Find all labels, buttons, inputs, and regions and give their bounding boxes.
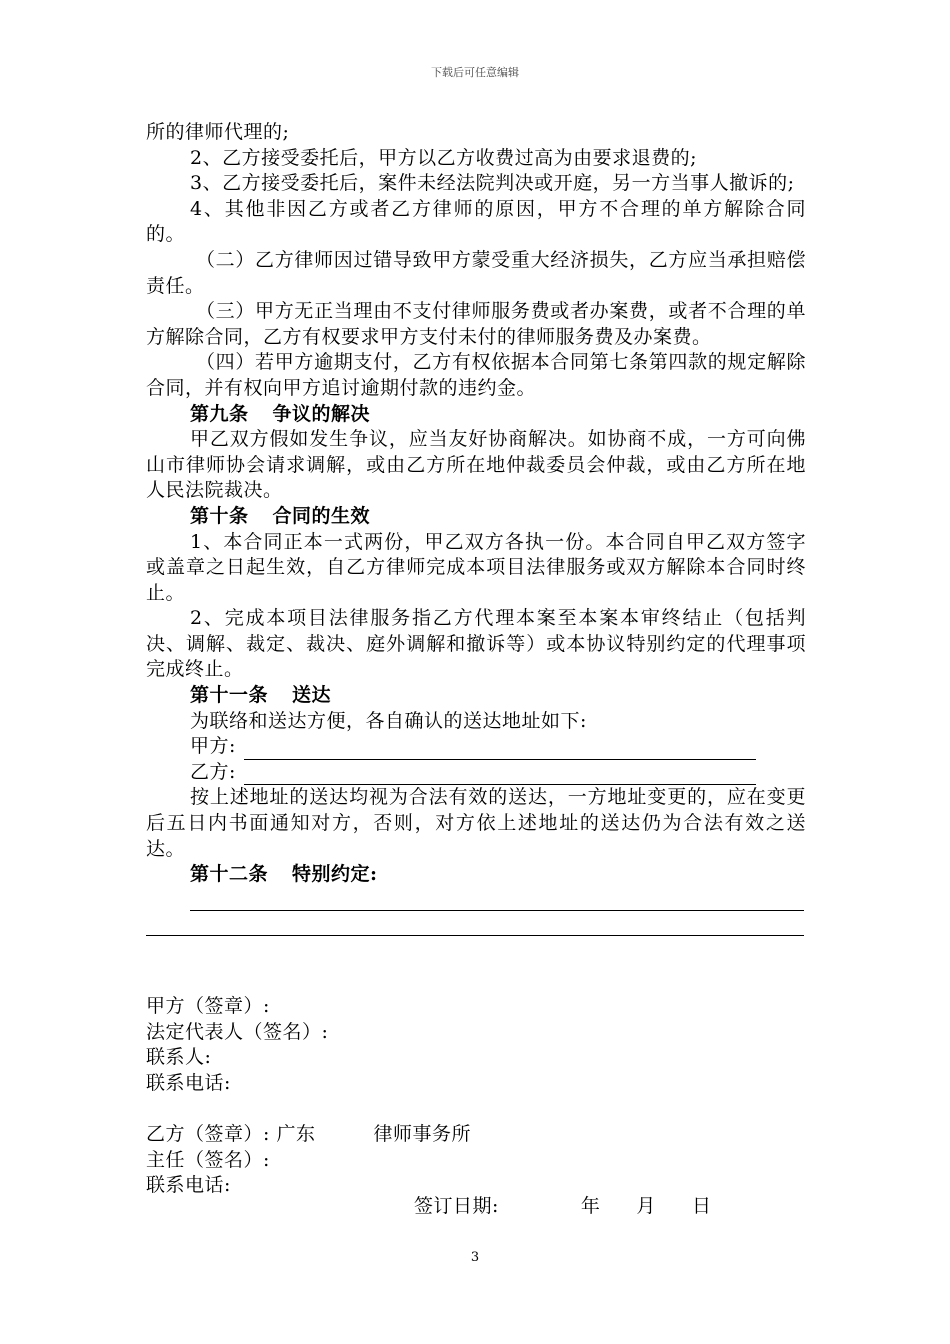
signature-line: 甲方（签章）:	[146, 995, 270, 1017]
signing-date	[414, 1194, 711, 1220]
paragraph: 所的律师代理的;	[146, 121, 290, 143]
article-title: 合同的生效	[272, 504, 371, 527]
article-heading	[146, 862, 806, 888]
paragraph: 4、其他非因乙方或者乙方律师的原因，甲方不合理的单方解除合同的。	[146, 197, 806, 246]
party-a-signature-block	[146, 994, 328, 1096]
special-terms-blank-line[interactable]	[190, 896, 804, 911]
document-body	[146, 120, 806, 936]
article-title: 送达	[292, 684, 332, 707]
paragraph: 按上述地址的送达均视为合法有效的送达，一方地址变更的，应在变更后五日内书面通知对方，否则，对方依上述地址的送达仍为合法有效之送达。	[146, 786, 806, 860]
blank-line[interactable]	[244, 741, 756, 760]
signature-line: 主任（签名）:	[146, 1148, 270, 1171]
signature-line: 联系电话:	[146, 1071, 231, 1094]
signature-line	[146, 1122, 471, 1148]
field-label: 甲方:	[190, 735, 236, 758]
page-header: 下载后可任意编辑	[431, 66, 519, 79]
party-b-signature-block	[146, 1122, 471, 1199]
field-label: 乙方:	[190, 760, 236, 783]
party-b-seal-label: 乙方（签章）: 广东	[146, 1123, 316, 1145]
paragraph: （二）乙方律师因过错导致甲方蒙受重大经济损失，乙方应当承担赔偿责任。	[146, 248, 806, 297]
party-b-address-field	[146, 760, 806, 786]
law-firm-label: 律师事务所	[373, 1123, 471, 1145]
article-heading	[146, 683, 806, 709]
article-heading	[146, 504, 806, 530]
signature-line: 法定代表人（签名）:	[146, 1020, 329, 1043]
paragraph: 3、乙方接受委托后，案件未经法院判决或开庭，另一方当事人撤诉的;	[190, 172, 795, 195]
paragraph: 1、本合同正本一式两份，甲乙双方各执一份。本合同自甲乙双方签字或盖章之日起生效，自乙方律师完成本项目法律服务或双方解除本合同时终止。	[146, 530, 806, 604]
page-number: 3	[470, 1250, 480, 1265]
signature-line: 联系电话:	[146, 1174, 231, 1197]
special-terms-blank-line[interactable]	[146, 921, 804, 936]
article-heading	[146, 402, 806, 428]
signature-line: 联系人:	[146, 1046, 212, 1069]
paragraph: 2、乙方接受委托后，甲方以乙方收费过高为由要求退费的;	[190, 146, 697, 169]
paragraph: 2、完成本项目法律服务指乙方代理本案至本案本审终结止（包括判决、调解、裁定、裁决、庭外调解和撤诉等）或本协议特别约定的代理事项完成终止。	[146, 607, 806, 681]
date-label: 签订日期:	[414, 1195, 499, 1217]
paragraph: （四）若甲方逾期支付，乙方有权依据本合同第七条第四款的规定解除合同，并有权向甲方追讨逾期付款的违约金。	[146, 351, 806, 399]
day-label: 日	[691, 1195, 712, 1217]
year-label: 年	[580, 1195, 601, 1217]
article-number: 第九条	[190, 402, 249, 425]
article-number: 第十二条	[190, 863, 269, 886]
article-title: 特别约定:	[292, 863, 378, 886]
blank-line[interactable]	[244, 766, 756, 785]
article-title: 争议的解决	[272, 402, 371, 425]
paragraph: 为联络和送达方便，各自确认的送达地址如下:	[190, 709, 587, 732]
month-label: 月	[636, 1195, 656, 1217]
party-a-address-field	[146, 734, 806, 760]
paragraph: （三）甲方无正当理由不支付律师服务费或者办案费，或者不合理的单方解除合同，乙方有权要求甲方支付未付的律师服务费及办案费。	[146, 300, 806, 348]
paragraph: 甲乙双方假如发生争议，应当友好协商解决。如协商不成，一方可向佛山市律师协会请求调解，或由乙方所在地仲裁委员会仲裁，或由乙方所在地人民法院裁决。	[146, 428, 806, 502]
article-number: 第十条	[190, 504, 249, 527]
article-number: 第十一条	[190, 684, 269, 707]
